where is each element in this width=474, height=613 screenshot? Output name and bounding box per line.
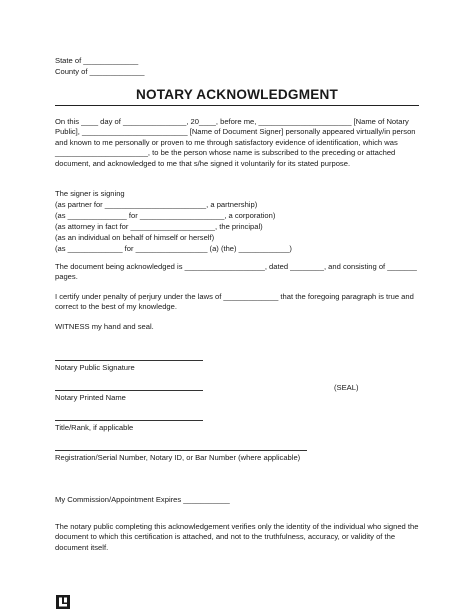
capacity-line-corporation: (as ______________ for ____________________, a corporation): [55, 211, 276, 220]
capacity-line-individual: (as an individual on behalf of himself or herself): [55, 233, 215, 242]
signer-capacity-heading: The signer is signing: [55, 189, 125, 198]
registration-line[interactable]: [55, 450, 307, 451]
perjury-certification: I certify under penalty of perjury under the laws of _____________ that the foregoing paragraph is true and correct to the best of my knowledge.: [55, 292, 414, 312]
signature-line[interactable]: [55, 360, 203, 361]
capacity-line-other: (as _____________ for _________________ (a) (the) ____________): [55, 244, 292, 253]
county-line: County of _____________: [55, 67, 145, 76]
state-line: State of _____________: [55, 56, 139, 65]
capacity-line-partnership: (as partner for ________________________, a partnership): [55, 200, 258, 209]
title-rule: [55, 105, 419, 106]
document-description: The document being acknowledged is ___________________, dated ________, and consisting of _______ pages.: [55, 262, 417, 282]
witness-statement: WITNESS my hand and seal.: [55, 322, 154, 331]
title-rank-line[interactable]: [55, 420, 203, 421]
signature-label: Notary Public Signature: [55, 363, 135, 372]
printed-name-line[interactable]: [55, 390, 203, 391]
commission-expiry: My Commission/Appointment Expires ___________: [55, 495, 230, 504]
title-rank-label: Title/Rank, if applicable: [55, 423, 134, 432]
legal-templates-logo-icon: [56, 595, 70, 609]
capacity-line-attorney: (as attorney in fact for ____________________, the principal): [55, 222, 263, 231]
document-title: NOTARY ACKNOWLEDGMENT: [135, 87, 339, 102]
registration-label: Registration/Serial Number, Notary ID, or Bar Number (where applicable): [55, 453, 301, 462]
seal-label: (SEAL): [334, 383, 359, 392]
printed-name-label: Notary Printed Name: [55, 393, 126, 402]
intro-paragraph: On this ____ day of _______________, 20____, before me, ______________________ [Name of Notary Public], _________________________ [Name of Document Signer] personally appeared virtually/in person and known to me personally or proven to me through satisfactory evidence of identification, which was ______________________, to be the person whose name is subscribed to the preceding or attached document, and acknowledged to me that s/he signed it voluntarily for its stated purpose.: [55, 117, 416, 168]
notary-disclaimer: The notary public completing this acknowledgement verifies only the identity of the individual who signed the document to which this certification is attached, and not to the truthfulness, accuracy, or validity of the document itself.: [55, 522, 419, 552]
